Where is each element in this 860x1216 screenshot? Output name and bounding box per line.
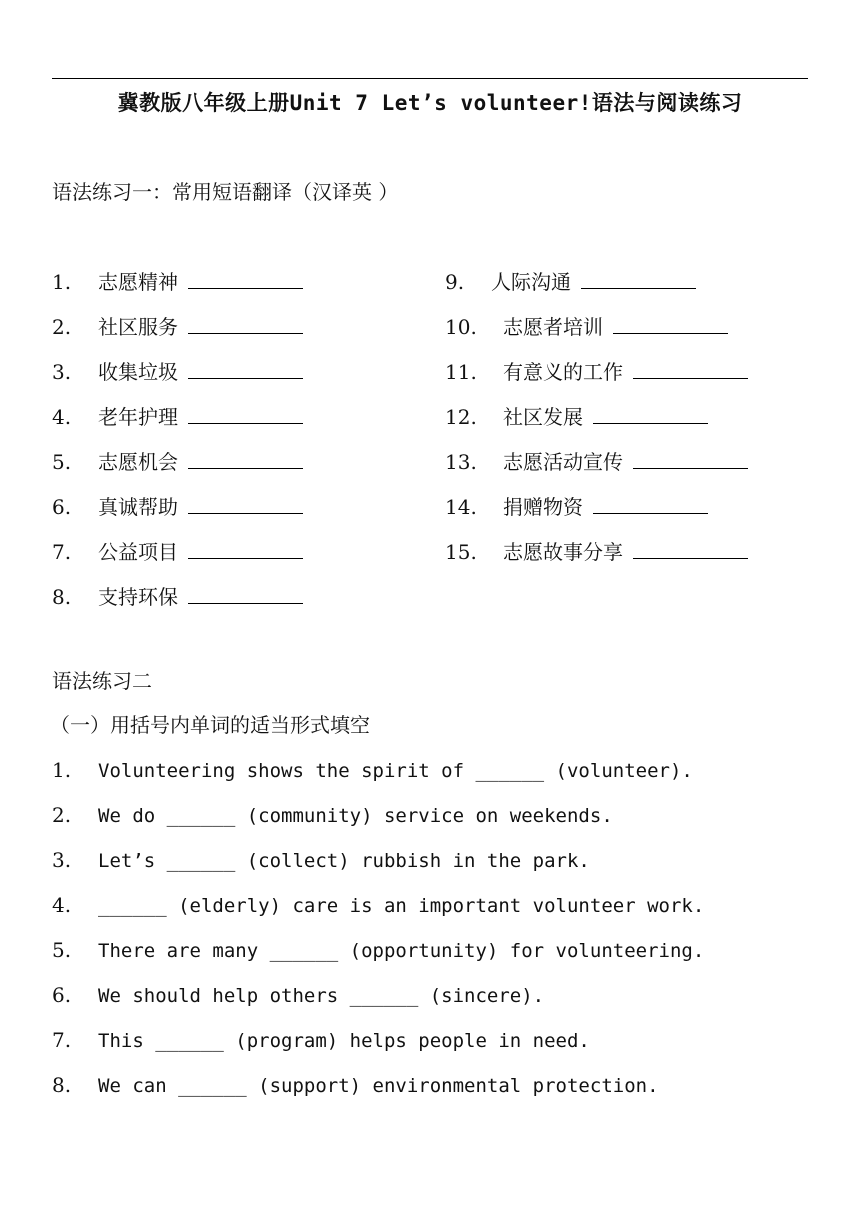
answer-blank[interactable] (633, 448, 748, 469)
answer-blank[interactable] (188, 538, 303, 559)
phrase-text: 志愿机会 (98, 450, 178, 474)
phrase-text: 志愿活动宣传 (503, 450, 623, 474)
phrase-text: 公益项目 (98, 540, 178, 564)
exercise-number: 6. (52, 983, 72, 1007)
phrase-text: 支持环保 (98, 585, 178, 609)
exercise-item-2 (52, 801, 704, 846)
answer-blank[interactable] (188, 493, 303, 514)
answer-blank[interactable] (633, 358, 748, 379)
exercise-item-5 (52, 936, 704, 981)
phrase-number: 9. (445, 270, 465, 294)
answer-blank[interactable] (593, 493, 708, 514)
phrase-number: 10. (445, 315, 477, 339)
phrase-text: 真诚帮助 (98, 495, 178, 519)
exercise-sentence: We can ______ (support) environmental protection. (98, 1075, 659, 1097)
exercise-list (52, 756, 704, 1116)
exercise-sentence: Volunteering shows the spirit of ______ (volunteer). (98, 760, 693, 782)
phrase-text: 老年护理 (98, 405, 178, 429)
answer-blank[interactable] (633, 538, 748, 559)
exercise-number: 3. (52, 848, 72, 872)
exercise-item-3 (52, 846, 704, 891)
phrase-number: 2. (52, 315, 72, 339)
phrase-number: 14. (445, 495, 477, 519)
phrase-number: 3. (52, 360, 72, 384)
phrase-text: 收集垃圾 (98, 360, 178, 384)
phrase-item-15 (445, 538, 748, 583)
phrase-text: 志愿者培训 (503, 315, 603, 339)
phrase-text: 捐赠物资 (503, 495, 583, 519)
exercise-number: 4. (52, 893, 72, 917)
section2-heading: 语法练习二 (52, 669, 152, 693)
phrase-number: 7. (52, 540, 72, 564)
phrase-text: 志愿精神 (98, 270, 178, 294)
answer-blank[interactable] (593, 403, 708, 424)
phrase-item-10 (445, 313, 748, 358)
phrase-item-13 (445, 448, 748, 493)
exercise-item-6 (52, 981, 704, 1026)
phrase-number: 1. (52, 270, 72, 294)
phrase-text: 社区服务 (98, 315, 178, 339)
phrase-number: 12. (445, 405, 477, 429)
answer-blank[interactable] (188, 583, 303, 604)
phrase-text: 志愿故事分享 (503, 540, 623, 564)
answer-blank[interactable] (188, 403, 303, 424)
phrase-text: 人际沟通 (491, 270, 571, 294)
phrase-item-12 (445, 403, 748, 448)
answer-blank[interactable] (581, 268, 696, 289)
phrase-number: 11. (445, 360, 477, 384)
exercise-item-1 (52, 756, 704, 801)
phrase-item-7 (52, 538, 303, 583)
phrase-item-5 (52, 448, 303, 493)
phrase-text: 社区发展 (503, 405, 583, 429)
exercise-sentence: This ______ (program) helps people in need. (98, 1030, 590, 1052)
phrase-item-2 (52, 313, 303, 358)
phrase-number: 13. (445, 450, 477, 474)
exercise-sentence: We should help others ______ (sincere). (98, 985, 545, 1007)
exercise-number: 8. (52, 1073, 72, 1097)
phrase-item-6 (52, 493, 303, 538)
exercise-item-8 (52, 1071, 704, 1116)
document-title: 冀教版八年级上册Unit 7 Let’s volunteer!语法与阅读练习 (117, 91, 743, 115)
phrase-number: 5. (52, 450, 72, 474)
phrase-item-9 (445, 268, 748, 313)
section2-subheading: （一）用括号内单词的适当形式填空 (50, 713, 370, 737)
answer-blank[interactable] (188, 268, 303, 289)
phrase-item-11 (445, 358, 748, 403)
exercise-item-7 (52, 1026, 704, 1071)
exercise-sentence: There are many ______ (opportunity) for volunteering. (98, 940, 705, 962)
exercise-number: 7. (52, 1028, 72, 1052)
phrase-item-4 (52, 403, 303, 448)
phrase-list-left (52, 268, 303, 628)
header-rule (52, 78, 808, 79)
phrase-list-right (445, 268, 748, 583)
phrase-item-14 (445, 493, 748, 538)
answer-blank[interactable] (188, 313, 303, 334)
exercise-number: 2. (52, 803, 72, 827)
phrase-text: 有意义的工作 (503, 360, 623, 384)
exercise-sentence: Let’s ______ (collect) rubbish in the park. (98, 850, 590, 872)
exercise-sentence: We do ______ (community) service on weekends. (98, 805, 613, 827)
phrase-item-1 (52, 268, 303, 313)
exercise-number: 1. (52, 758, 72, 782)
phrase-item-8 (52, 583, 303, 628)
section1-heading: 语法练习一：常用短语翻译（汉译英 ） (52, 180, 399, 204)
phrase-number: 8. (52, 585, 72, 609)
answer-blank[interactable] (613, 313, 728, 334)
exercise-item-4 (52, 891, 704, 936)
phrase-item-3 (52, 358, 303, 403)
phrase-number: 6. (52, 495, 72, 519)
phrase-number: 15. (445, 540, 477, 564)
exercise-number: 5. (52, 938, 72, 962)
phrase-number: 4. (52, 405, 72, 429)
answer-blank[interactable] (188, 358, 303, 379)
exercise-sentence: ______ (elderly) care is an important volunteer work. (98, 895, 705, 917)
answer-blank[interactable] (188, 448, 303, 469)
